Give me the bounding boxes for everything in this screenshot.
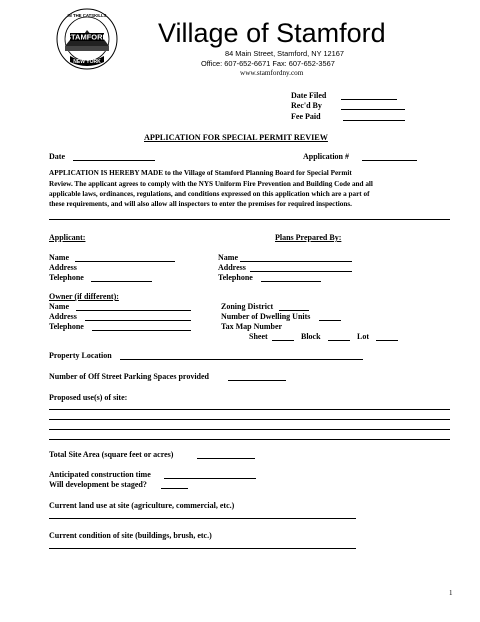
zoning-district-label: Zoning District xyxy=(221,302,274,311)
logo-mid-text: STAMFORD xyxy=(66,32,108,42)
proposed-use-line-4[interactable] xyxy=(49,439,450,440)
applicant-telephone-label: Telephone xyxy=(49,273,84,282)
fee-paid-label: Fee Paid xyxy=(291,112,321,121)
proposed-use-line-3[interactable] xyxy=(49,429,450,430)
sheet-label: Sheet xyxy=(249,332,268,341)
plans-prepared-by-heading: Plans Prepared By: xyxy=(275,233,342,242)
block-field[interactable] xyxy=(328,340,350,341)
village-phone-fax: Office: 607-652-6671 Fax: 607-652-3567 xyxy=(201,59,335,68)
intro-text-line-2: Review. The applicant agrees to comply with the NYS Uniform Fire Prevention and Building Code and all xyxy=(49,180,373,188)
applicant-heading: Applicant: xyxy=(49,233,86,242)
tax-map-number-label: Tax Map Number xyxy=(221,322,283,331)
owner-heading: Owner (if different): xyxy=(49,292,119,301)
total-site-area-label: Total Site Area (square feet or acres) xyxy=(49,450,174,459)
lot-field[interactable] xyxy=(376,340,398,341)
plans-address-field[interactable] xyxy=(250,271,352,272)
owner-name-field[interactable] xyxy=(76,310,191,311)
lot-label: Lot xyxy=(357,332,369,341)
page-number: 1 xyxy=(449,589,453,597)
recd-by-field[interactable] xyxy=(341,109,405,110)
village-seal-logo xyxy=(56,8,118,70)
logo-top-text: IN THE CATSKILLS xyxy=(67,13,107,18)
plans-address-label: Address xyxy=(218,263,246,272)
total-site-area-field[interactable] xyxy=(197,458,255,459)
intro-text-line-3: applicable laws, ordinances, regulations, and conditions expressed on this application which are a part of xyxy=(49,190,370,198)
logo-bottom-text: NEW YORK xyxy=(73,59,101,65)
construction-time-field[interactable] xyxy=(164,478,256,479)
owner-name-label: Name xyxy=(49,302,69,311)
plans-name-label: Name xyxy=(218,253,238,262)
proposed-use-line-2[interactable] xyxy=(49,419,450,420)
parking-spaces-field[interactable] xyxy=(228,380,286,381)
plans-name-field[interactable] xyxy=(240,261,352,262)
date-label: Date xyxy=(49,152,65,161)
date-filed-label: Date Filed xyxy=(291,91,327,100)
village-address: 84 Main Street, Stamford, NY 12167 xyxy=(225,49,345,58)
village-name: Village of Stamford xyxy=(158,18,386,48)
owner-telephone-field[interactable] xyxy=(92,330,191,331)
applicant-address-label: Address xyxy=(49,263,77,272)
village-website: www.stamfordny.com xyxy=(240,69,304,77)
zoning-district-field[interactable] xyxy=(279,310,309,311)
recd-by-label: Rec'd By xyxy=(291,101,322,110)
owner-telephone-label: Telephone xyxy=(49,322,84,331)
section-divider xyxy=(49,219,450,220)
plans-telephone-field[interactable] xyxy=(261,281,321,282)
current-land-use-field[interactable] xyxy=(49,518,356,519)
owner-address-label: Address xyxy=(49,312,77,321)
date-filed-field[interactable] xyxy=(341,99,397,100)
date-field[interactable] xyxy=(73,160,155,161)
current-condition-label: Current condition of site (buildings, brush, etc.) xyxy=(49,531,212,540)
owner-address-field[interactable] xyxy=(85,320,191,321)
application-number-label: Application # xyxy=(303,152,350,161)
form-title: APPLICATION FOR SPECIAL PERMIT REVIEW xyxy=(144,133,328,142)
dwelling-units-label: Number of Dwelling Units xyxy=(221,312,311,321)
current-land-use-label: Current land use at site (agriculture, commercial, etc.) xyxy=(49,501,235,510)
property-location-field[interactable] xyxy=(120,359,363,360)
intro-text-line-1: APPLICATION IS HEREBY MADE to the Village of Stamford Planning Board for Special Permit xyxy=(49,169,352,177)
sheet-field[interactable] xyxy=(272,340,294,341)
proposed-use-label: Proposed use(s) of site: xyxy=(49,393,128,402)
intro-text-line-4: these requirements, and will also allow all inspectors to enter the premises for required inspections. xyxy=(49,200,352,208)
dwelling-units-field[interactable] xyxy=(319,320,341,321)
construction-time-label: Anticipated construction time xyxy=(49,470,151,479)
development-staged-label: Will development be staged? xyxy=(49,480,147,489)
block-label: Block xyxy=(301,332,321,341)
applicant-name-label: Name xyxy=(49,253,69,262)
applicant-name-field[interactable] xyxy=(75,261,175,262)
fee-paid-field[interactable] xyxy=(343,120,405,121)
applicant-telephone-field[interactable] xyxy=(91,281,152,282)
proposed-use-line-1[interactable] xyxy=(49,409,450,410)
current-condition-field[interactable] xyxy=(49,548,356,549)
application-number-field[interactable] xyxy=(362,160,417,161)
plans-telephone-label: Telephone xyxy=(218,273,253,282)
development-staged-field[interactable] xyxy=(161,488,188,489)
parking-spaces-label: Number of Off Street Parking Spaces provided xyxy=(49,372,209,381)
property-location-label: Property Location xyxy=(49,351,112,360)
